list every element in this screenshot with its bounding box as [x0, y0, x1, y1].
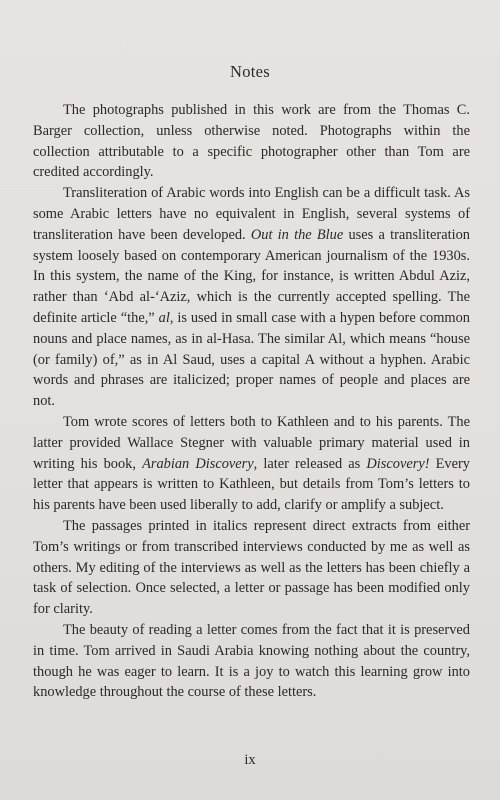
text-segment: , is used in small case with a hypen before common nouns and place names, as in al-Hasa. The similar Al, which means “house (or family) of,” as in Al Saud, uses a capital A without a hyphen. Arabic words and phrases are italicized; proper names of people and places are not. [33, 309, 470, 410]
paragraph-transliteration [33, 183, 470, 412]
text-segment: The beauty of reading a letter comes from the fact that it is preserved in time. Tom arrived in Saudi Arabia knowing nothing about the country, though he was eager to learn. It is a joy to watch this learning grow into knowledge throughout the course of these letters. [33, 621, 470, 701]
text-segment: Every letter that appears is written to Kathleen, but details from Tom’s letters to his parents have been used liberally to add, clarify or amplify a subject. [33, 455, 470, 514]
italic-title: Out in the Blue [250, 226, 344, 243]
paragraph-letters [33, 412, 470, 516]
text-segment: , later released as [253, 455, 367, 472]
text-segment: The passages printed in italics represent direct extracts from either Tom’s writings or from transcribed interviews conducted by me as well as others. My editing of the interviews as well as the letters has been chiefly a task of selection. Once selected, a letter or passage has been modified only for clarity. [33, 517, 470, 618]
text-segment: Tom wrote scores of letters both to Kathleen and to his parents. The latter provided Wallace Stegner with valuable primary material used in writing his book, [33, 413, 470, 472]
page-number: ix [244, 752, 256, 768]
notes-body [33, 100, 470, 703]
italic-title: Arabian Discovery [142, 455, 254, 472]
italic-term: al [158, 309, 170, 326]
paragraph-photographs [33, 100, 470, 183]
text-segment: The photographs published in this work are from the Thomas C. Barger collection, unless otherwise noted. Photographs within the collection attributable to a specific photographer other than Tom are credited accordingly. [33, 102, 470, 181]
text-segment: uses a transliteration system loosely based on contemporary American journalism of the 1930s. In this system, the name of the King, for instance, is written Abdul Aziz, rather than ‘Abd al-‘Aziz, which is the currently accepted spelling. The definite article “the,” [33, 226, 470, 326]
italic-title: Discovery! [366, 455, 430, 472]
page-title: Notes [230, 62, 270, 81]
paragraph-italics [33, 516, 470, 620]
paragraph-beauty [33, 620, 470, 703]
text-segment: Transliteration of Arabic words into English can be a difficult task. As some Arabic letters have no equivalent in English, several systems of transliteration have been developed. [33, 185, 470, 243]
